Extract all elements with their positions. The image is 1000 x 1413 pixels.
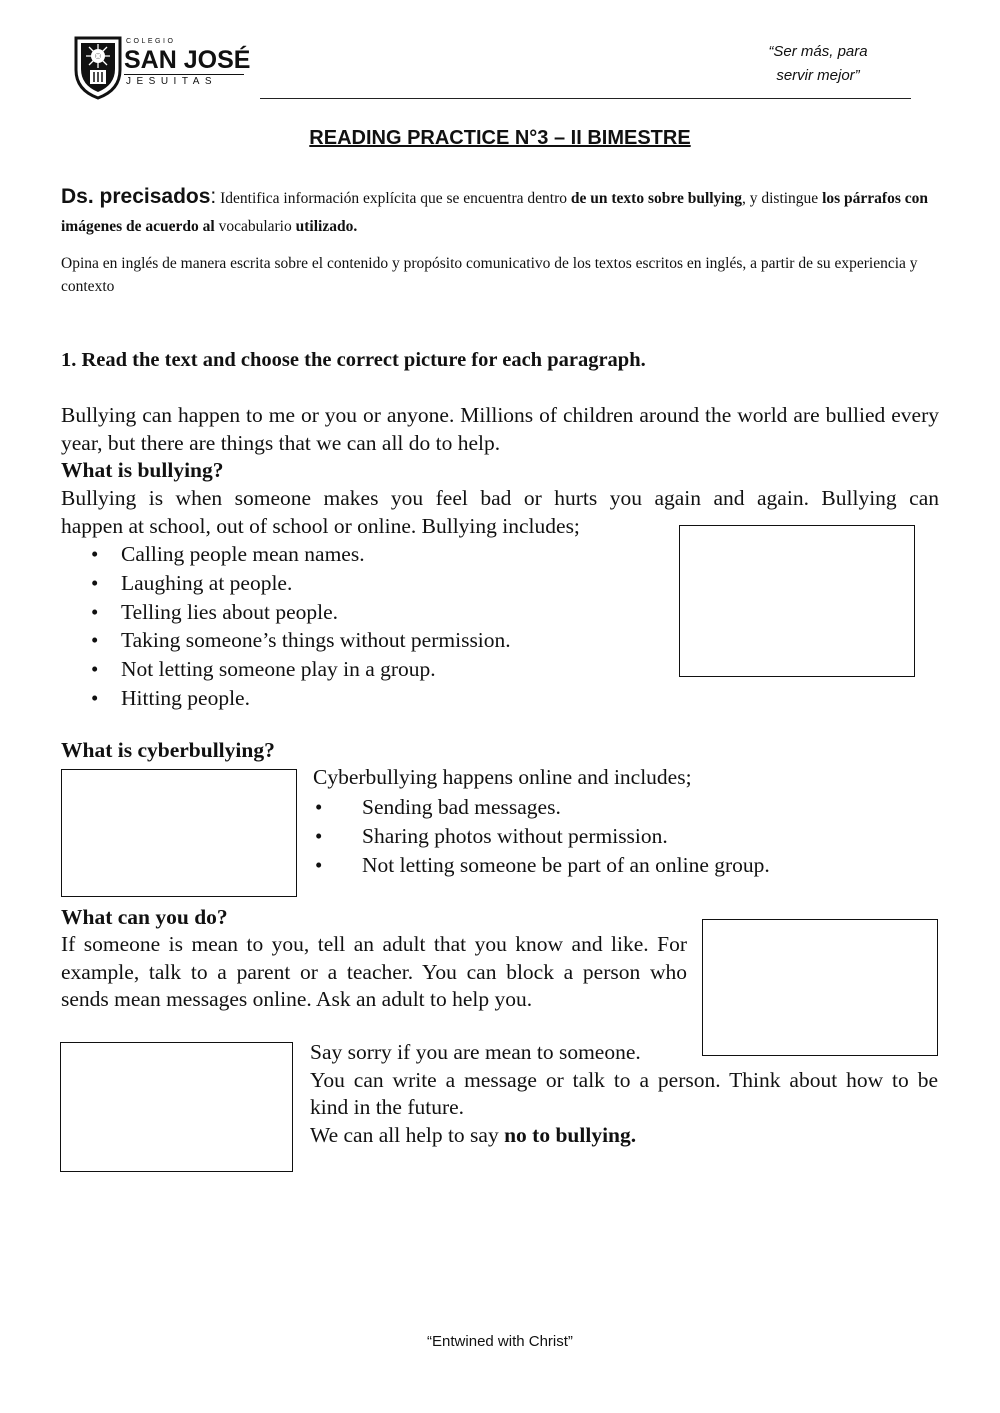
- say-sorry-paragraph: [310, 1039, 938, 1149]
- no-to-bullying-bold: no to bullying.: [504, 1122, 637, 1147]
- motto-line-1: “Ser más, para: [768, 43, 868, 60]
- list-item: • Calling people mean names.: [61, 540, 661, 569]
- bullying-line-1: Bullying is when someone makes you feel bad or hurts you again and again. Bullying can: [61, 486, 939, 510]
- list-item: • Sharing photos without permission.: [313, 822, 953, 851]
- heading-what-can-you-do: What can you do?: [61, 905, 228, 929]
- list-item: • Hitting people.: [61, 684, 661, 713]
- instructions-text-e: vocabulario: [214, 218, 296, 235]
- instructions-paragraph: [61, 183, 941, 241]
- sorry-line-4-text: We can all help to say: [310, 1122, 505, 1147]
- instructions-text-c: , y distingue: [741, 190, 823, 207]
- cando-line-2: example, talk to a parent or a teacher. You can block a person who: [61, 959, 687, 984]
- list-item: • Not letting someone be part of an online group.: [313, 851, 953, 880]
- picture-drop-box-1[interactable]: [679, 525, 915, 677]
- list-item: • Sending bad messages.: [313, 793, 953, 822]
- bullying-line-2: happen at school, out of school or online. Bullying includes;: [61, 513, 580, 538]
- cando-line-1: If someone is mean to you, tell an adult that you know and like. For: [61, 932, 687, 956]
- picture-drop-box-2[interactable]: [61, 769, 297, 897]
- footer-text: “Entwined with Christ”: [427, 1333, 573, 1350]
- question-heading: 1. Read the text and choose the correct picture for each paragraph.: [61, 349, 646, 371]
- instructions-text-d: los párrafos con imágenes de acuerdo al: [61, 190, 928, 235]
- motto-line-2: servir mejor”: [776, 67, 860, 84]
- list-item: • Telling lies about people.: [61, 598, 661, 627]
- sorry-line-4: [310, 1122, 938, 1150]
- sorry-line-1: Say sorry if you are mean to someone.: [310, 1040, 641, 1064]
- picture-drop-box-4[interactable]: [60, 1042, 293, 1172]
- school-motto: [748, 40, 888, 88]
- list-item: • Taking someone’s things without permission.: [61, 626, 661, 655]
- instructions-paragraph-2: Opina en inglés de manera escrita sobre el contenido y propósito comunicativo de los textos escritos en inglés, a partir de su experiencia y contexto: [61, 255, 918, 295]
- heading-cyberbullying: What is cyberbullying?: [61, 738, 275, 762]
- sorry-line-3: kind in the future.: [310, 1095, 465, 1119]
- page-title: READING PRACTICE N°3 – II BIMESTRE: [309, 127, 691, 149]
- list-item: • Not letting someone play in a group.: [61, 655, 661, 684]
- shield-crest-icon: [72, 34, 124, 100]
- instructions-text-b: de un texto sobre bullying: [570, 190, 742, 207]
- intro-paragraph: Bullying can happen to me or you or anyone. Millions of children around the world are bullied every year, but there are things that we can all do to help.: [61, 403, 939, 455]
- sorry-line-2: You can write a message or talk to a person. Think about how to be: [310, 1067, 938, 1092]
- logo-top-text: COLEGIO: [126, 38, 176, 45]
- logo-rule: [124, 74, 244, 75]
- heading-bullying: What is bullying?: [61, 458, 224, 482]
- instructions-label: Ds. precisados: [61, 185, 211, 208]
- cyberbullying-list: [313, 793, 953, 880]
- bullying-list: [61, 540, 661, 713]
- cyberbullying-intro: Cyberbullying happens online and includes;: [313, 765, 692, 789]
- instructions-text-a: Identifica información explícita que se encuentra dentro: [220, 190, 571, 207]
- instructions-text-f: utilizado.: [295, 218, 358, 235]
- what-can-you-do-paragraph: [61, 931, 687, 1014]
- picture-drop-box-3[interactable]: [702, 919, 938, 1056]
- instructions-colon: :: [210, 185, 217, 208]
- header-divider: [260, 98, 911, 99]
- school-logo: [72, 34, 262, 100]
- list-item: • Laughing at people.: [61, 569, 661, 598]
- logo-name: SAN JOSÉ: [124, 46, 251, 74]
- cando-line-3: sends mean messages online. Ask an adult to help you.: [61, 987, 533, 1011]
- logo-sub-text: JESUITAS: [126, 76, 218, 87]
